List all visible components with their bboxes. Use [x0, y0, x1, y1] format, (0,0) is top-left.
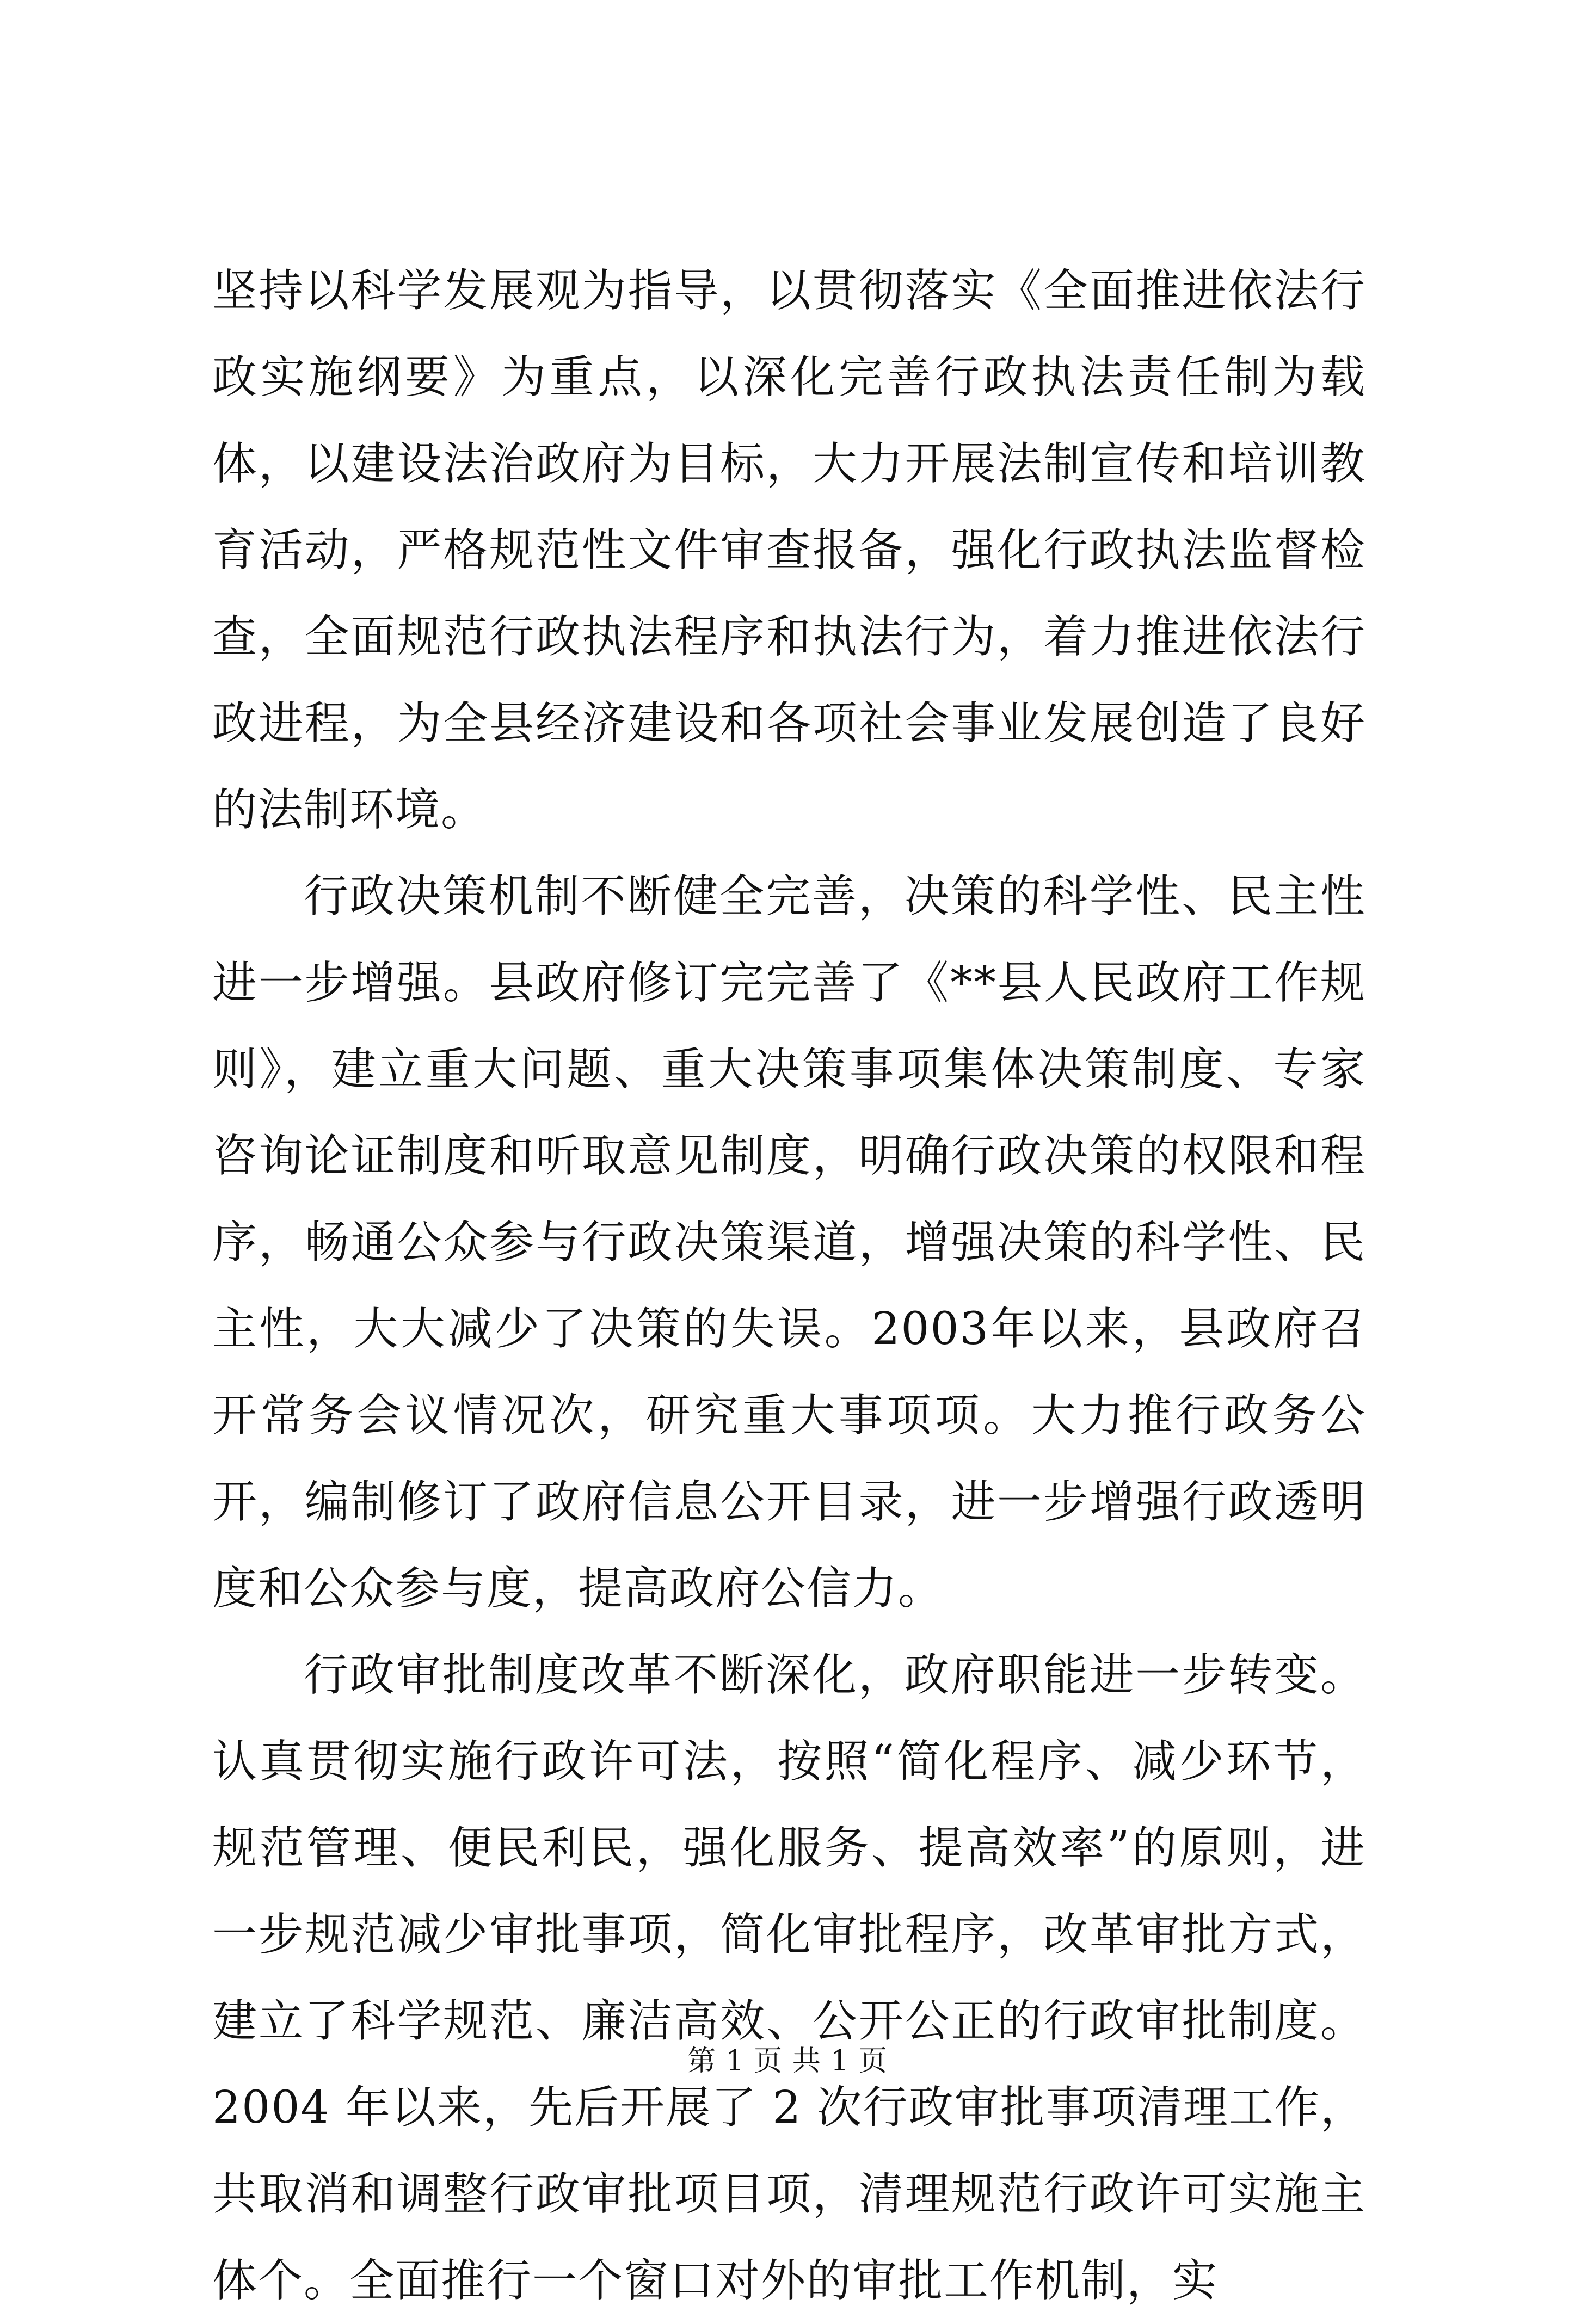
paragraph-3: 行政审批制度改革不断深化，政府职能进一步转变。认真贯彻实施行政许可法，按照“简化程序、减少环节，规范管理、便民利民，强化服务、提高效率”的原则，进一步规范减少审批事项，简化审批程序，改革审批方式，建立了科学规范、廉洁高效、公开公正的行政审批制度。2004 年以来，先后开展了 2 次行政审批事项清理工作，共取消和调整行政审批项目项，清理规范行政许可实施主体个。全面推行一个窗口对外的审批工作机制，实 — [212, 1649, 1366, 2307]
paragraph-1: 坚持以科学发展观为指导，以贯彻落实《全面推进依法行政实施纲要》为重点，以深化完善行政执法责任制为载体，以建设法治政府为目标，大力开展法制宣传和培训教育活动，严格规范性文件审查报备，强化行政执法监督检查，全面规范行政执法程序和执法行为，着力推进依法行政进程，为全县经济建设和各项社会事业发展创造了良好的法制环境。 — [212, 265, 1366, 836]
page-footer: 第 1 页 共 1 页 — [687, 2045, 888, 2078]
paragraph-2: 行政决策机制不断健全完善，决策的科学性、民主性进一步增强。县政府修订完完善了《**县人民政府工作规则》，建立重大问题、重大决策事项集体决策制度、专家咨询论证制度和听取意见制度，明确行政决策的权限和程序，畅通公众参与行政决策渠道，增强决策的科学性、民主性，大大减少了决策的失误。2003年以来，县政府召开常务会议情况次，研究重大事项项。大力推行政务公开，编制修订了政府信息公开目录，进一步增强行政透明度和公众参与度，提高政府公信力。 — [212, 871, 1366, 1614]
document-body — [212, 248, 1366, 2324]
